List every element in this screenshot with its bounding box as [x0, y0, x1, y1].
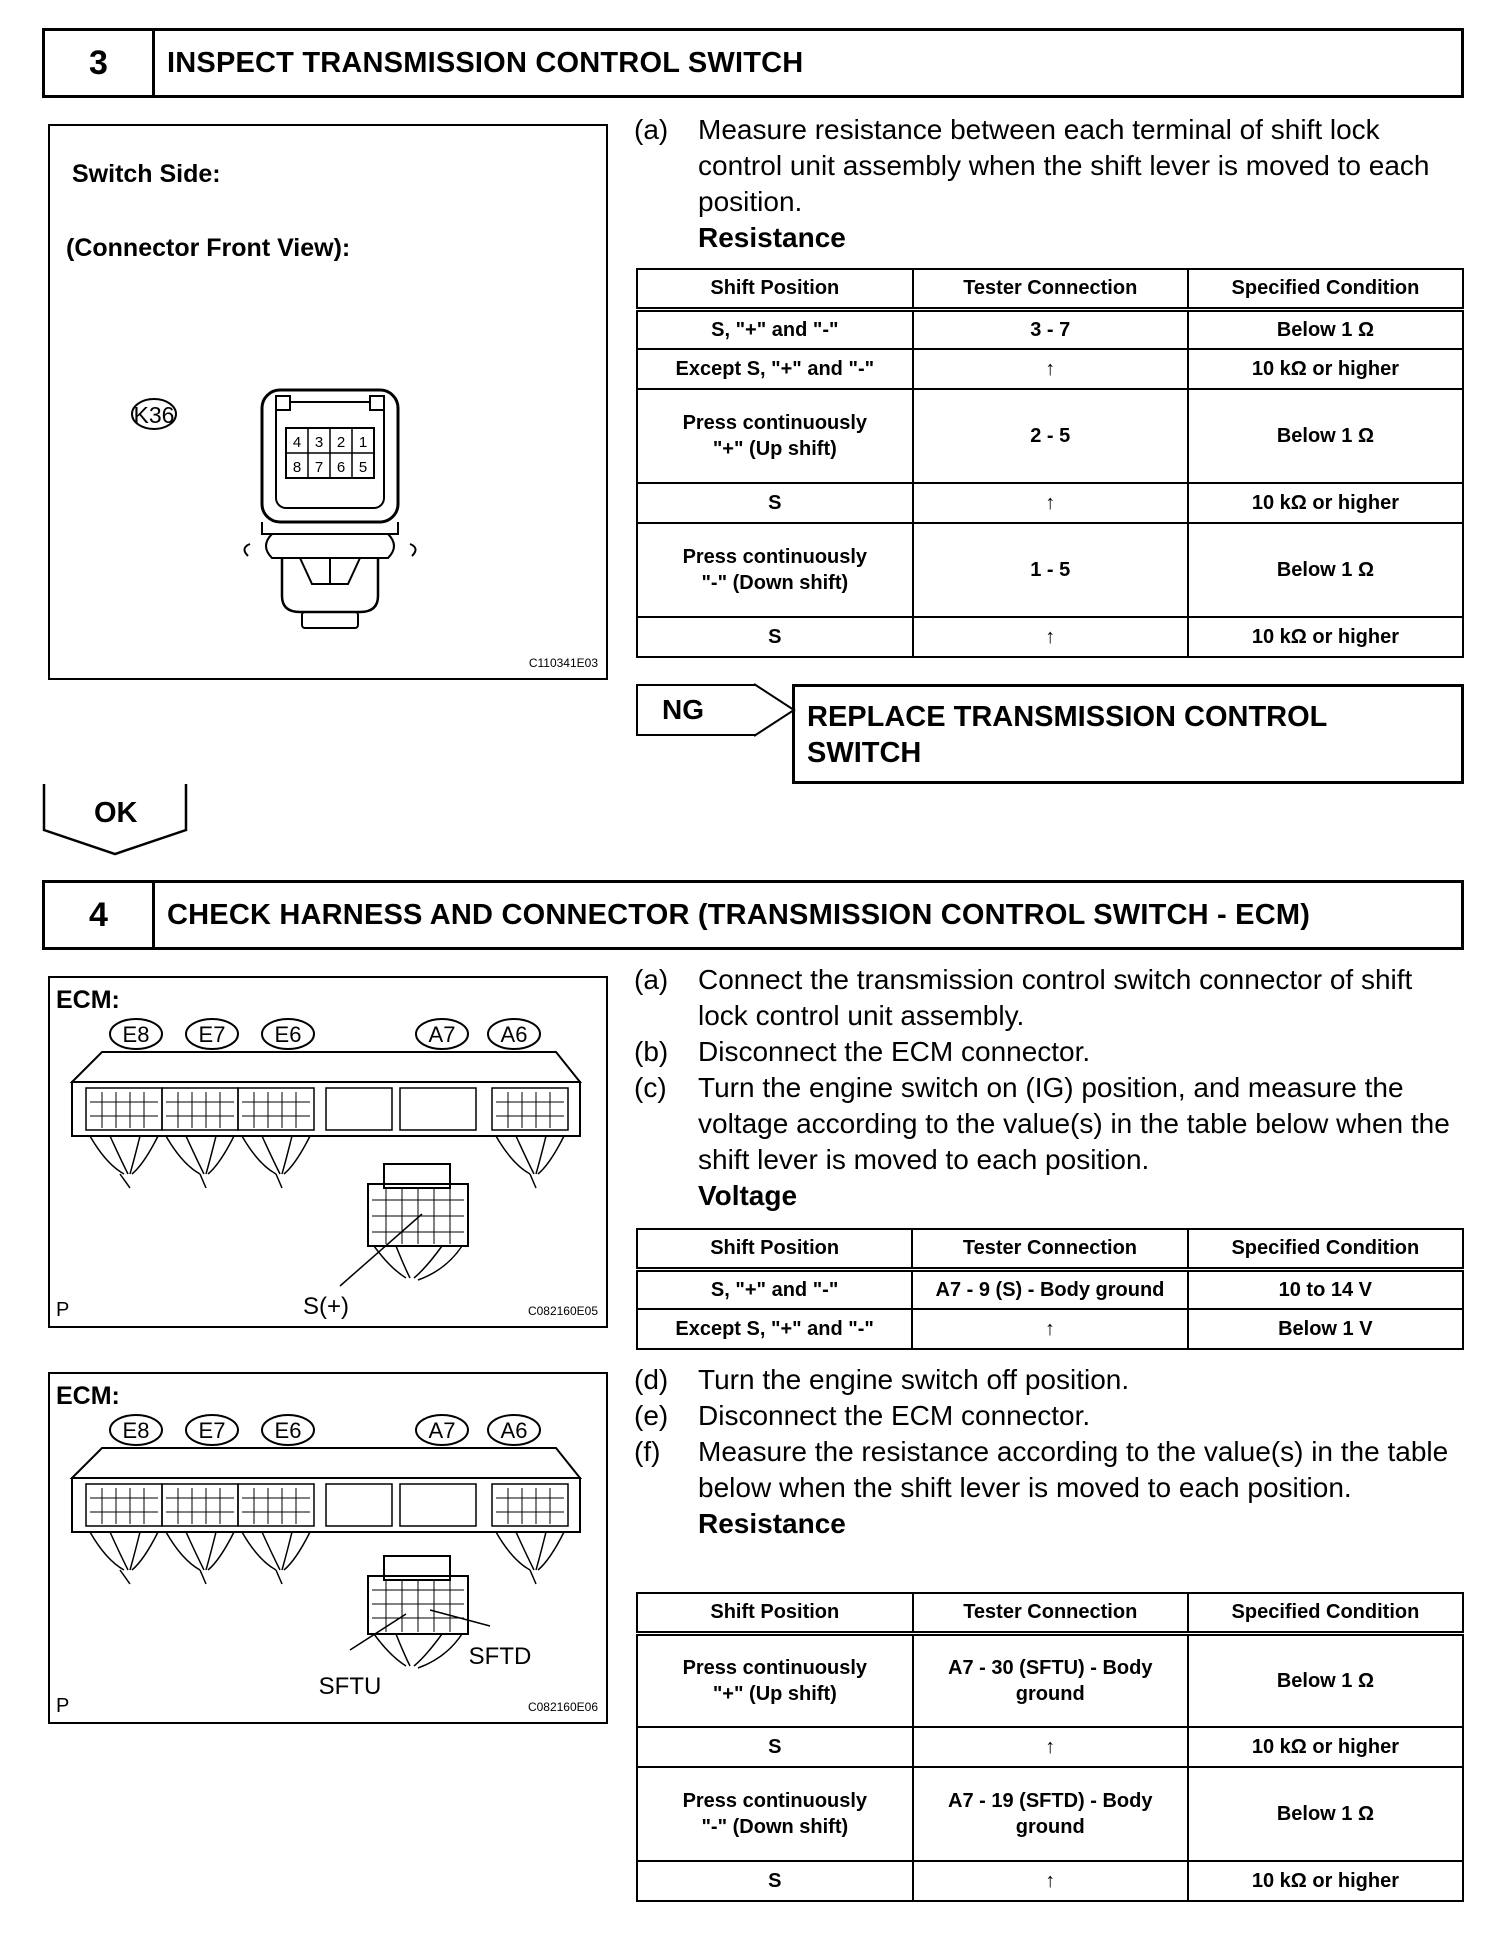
replace-switch-box: REPLACE TRANSMISSION CONTROL SWITCH [792, 684, 1464, 784]
switch-connector-drawing [50, 126, 606, 678]
cell: Below 1 V [1188, 1309, 1463, 1349]
ecm-label: ECM: [56, 1382, 120, 1410]
connector-a7: A7 [428, 1418, 456, 1443]
pin-3: 3 [314, 434, 324, 451]
pin-label-s: S(+) [302, 1293, 350, 1320]
cell: Below 1 Ω [1188, 1767, 1463, 1861]
cell: S, "+" and "-" [637, 1269, 912, 1309]
table-row [637, 1309, 1463, 1349]
instruction-text: Disconnect the ECM connector. [698, 1036, 1091, 1067]
connector-e7: E7 [198, 1418, 226, 1443]
table-row [637, 1633, 1463, 1727]
table-row [637, 1767, 1463, 1861]
cell: 10 kΩ or higher [1188, 1727, 1463, 1767]
connector-a6: A6 [500, 1418, 528, 1443]
table-row [637, 349, 1463, 389]
connector-a6: A6 [500, 1022, 528, 1047]
resistance-table-step3 [636, 268, 1464, 658]
cell: 10 kΩ or higher [1188, 617, 1463, 657]
pin-4: 4 [292, 434, 302, 451]
instruction-text: Measure the resistance according to the value(s) in the table below when the shift lever is moved to each position. [698, 1436, 1449, 1503]
pin-7: 7 [314, 459, 324, 476]
ecm-connector-drawing-2 [50, 1374, 606, 1722]
connector-e6: E6 [274, 1022, 302, 1047]
cell: 10 to 14 V [1188, 1269, 1463, 1309]
cell: Press continuously "+" (Up shift) [637, 389, 913, 483]
header-specified-condition: Specified Condition [1188, 1229, 1463, 1269]
cell: ↑ [913, 349, 1188, 389]
instruction-label: (c) [634, 1072, 667, 1103]
switch-connector-figure [48, 124, 608, 680]
connector-e8: E8 [122, 1418, 150, 1443]
cell: 10 kΩ or higher [1188, 483, 1463, 523]
connector-e6: E6 [274, 1418, 302, 1443]
table-row [637, 1269, 1463, 1309]
table-title: Resistance [698, 222, 846, 253]
table-row [637, 1861, 1463, 1901]
step-4-header [42, 880, 1464, 950]
pin-8: 8 [292, 459, 302, 476]
cell: A7 - 30 (SFTU) - Body ground [913, 1633, 1188, 1727]
header-shift-position: Shift Position [637, 1229, 912, 1269]
cell: ↑ [913, 617, 1188, 657]
header-specified-condition: Specified Condition [1188, 269, 1463, 309]
cell: S [637, 1727, 913, 1767]
cell: ↑ [913, 483, 1188, 523]
connector-e7: E7 [198, 1022, 226, 1047]
figure-code: C082160E05 [527, 1304, 598, 1318]
table-row [637, 1727, 1463, 1767]
table-row [637, 483, 1463, 523]
ng-label: NG [636, 684, 756, 736]
table-row [637, 617, 1463, 657]
ecm-connector-drawing-1 [50, 978, 606, 1326]
ng-arrow-icon [754, 682, 796, 738]
figure-code: C110341E03 [528, 656, 598, 670]
table-header-row [637, 1229, 1463, 1269]
ok-indicator [42, 782, 188, 861]
pin-6: 6 [336, 459, 346, 476]
cell: A7 - 19 (SFTD) - Body ground [913, 1767, 1188, 1861]
cell: ↑ [913, 1727, 1188, 1767]
connector-a7: A7 [428, 1022, 456, 1047]
table-row [637, 309, 1463, 349]
instruction-a [634, 962, 1464, 1034]
step-3-instructions [634, 112, 1464, 256]
voltage-table [636, 1228, 1464, 1350]
instruction-b [634, 1034, 1464, 1070]
cell: S [637, 483, 913, 523]
instruction-a [634, 112, 1464, 220]
cell: Except S, "+" and "-" [637, 349, 913, 389]
instruction-e [634, 1398, 1464, 1434]
switch-side-label: Switch Side: [72, 160, 221, 188]
table-title: Voltage [698, 1180, 798, 1211]
instruction-label: (b) [634, 1036, 669, 1067]
step-3-header [42, 28, 1464, 98]
cell: Press continuously "-" (Down shift) [637, 1767, 913, 1861]
step-number: 3 [45, 31, 155, 95]
pin-label-sftd: SFTD [468, 1643, 532, 1670]
instruction-text: Measure resistance between each terminal of shift lock control unit assembly when the shift lever is moved to each position. [698, 114, 1430, 217]
header-specified-condition: Specified Condition [1188, 1593, 1463, 1633]
pin-2: 2 [336, 434, 346, 451]
ok-label: OK [94, 797, 138, 829]
cell: 2 - 5 [913, 389, 1188, 483]
instruction-label: (e) [634, 1400, 669, 1431]
pin-label-sftu: SFTU [318, 1673, 382, 1700]
ecm-connector-figure-1 [48, 976, 608, 1328]
instruction-f [634, 1434, 1464, 1506]
header-tester-connection: Tester Connection [913, 1593, 1188, 1633]
step-title: INSPECT TRANSMISSION CONTROL SWITCH [167, 46, 804, 79]
instruction-d [634, 1362, 1464, 1398]
table-row [637, 523, 1463, 617]
instruction-label: (a) [634, 964, 669, 995]
connector-id: K36 [133, 402, 175, 428]
cell: Press continuously "-" (Down shift) [637, 523, 913, 617]
table-title: Resistance [698, 1508, 846, 1539]
connector-e8: E8 [122, 1022, 150, 1047]
table-row [637, 389, 1463, 483]
cell: Below 1 Ω [1188, 523, 1463, 617]
cell: Except S, "+" and "-" [637, 1309, 912, 1349]
header-tester-connection: Tester Connection [913, 269, 1188, 309]
header-shift-position: Shift Position [637, 269, 913, 309]
step-number: 4 [45, 883, 155, 947]
cell: S [637, 617, 913, 657]
cell: Below 1 Ω [1188, 389, 1463, 483]
cell: Press continuously "+" (Up shift) [637, 1633, 913, 1727]
cell: Below 1 Ω [1188, 309, 1463, 349]
header-tester-connection: Tester Connection [912, 1229, 1187, 1269]
figure-code: C082160E06 [527, 1700, 598, 1714]
step-title: CHECK HARNESS AND CONNECTOR (TRANSMISSION CONTROL SWITCH - ECM) [167, 898, 1311, 931]
instruction-label: (f) [634, 1436, 661, 1467]
cell: S, "+" and "-" [637, 309, 913, 349]
cell: S [637, 1861, 913, 1901]
step-4-instructions-1 [634, 962, 1464, 1214]
resistance-table-step4 [636, 1592, 1464, 1902]
cell: ↑ [912, 1309, 1187, 1349]
instruction-label: (d) [634, 1364, 669, 1395]
ecm-connector-figure-2 [48, 1372, 608, 1724]
figure-p-marker: P [56, 1299, 70, 1321]
cell: 3 - 7 [913, 309, 1188, 349]
ecm-label: ECM: [56, 986, 120, 1014]
instruction-c [634, 1070, 1464, 1178]
pin-5: 5 [358, 459, 368, 476]
pin-1: 1 [358, 434, 368, 451]
instruction-label: (a) [634, 114, 669, 145]
cell: Below 1 Ω [1188, 1633, 1463, 1727]
header-shift-position: Shift Position [637, 1593, 913, 1633]
connector-front-view-label: (Connector Front View): [66, 234, 351, 262]
instruction-text: Disconnect the ECM connector. [698, 1400, 1091, 1431]
cell: A7 - 9 (S) - Body ground [912, 1269, 1187, 1309]
instruction-text: Turn the engine switch on (IG) position, and measure the voltage according to the value(s) in the table below when the shift lever is moved to each position. [698, 1072, 1450, 1175]
cell: ↑ [913, 1861, 1188, 1901]
cell: 1 - 5 [913, 523, 1188, 617]
instruction-text: Connect the transmission control switch connector of shift lock control unit assembly. [698, 964, 1413, 1031]
cell: 10 kΩ or higher [1188, 1861, 1463, 1901]
instruction-text: Turn the engine switch off position. [698, 1364, 1130, 1395]
cell: 10 kΩ or higher [1188, 349, 1463, 389]
table-header-row [637, 1593, 1463, 1633]
step-4-instructions-2 [634, 1362, 1464, 1542]
figure-p-marker: P [56, 1695, 70, 1717]
table-header-row [637, 269, 1463, 309]
